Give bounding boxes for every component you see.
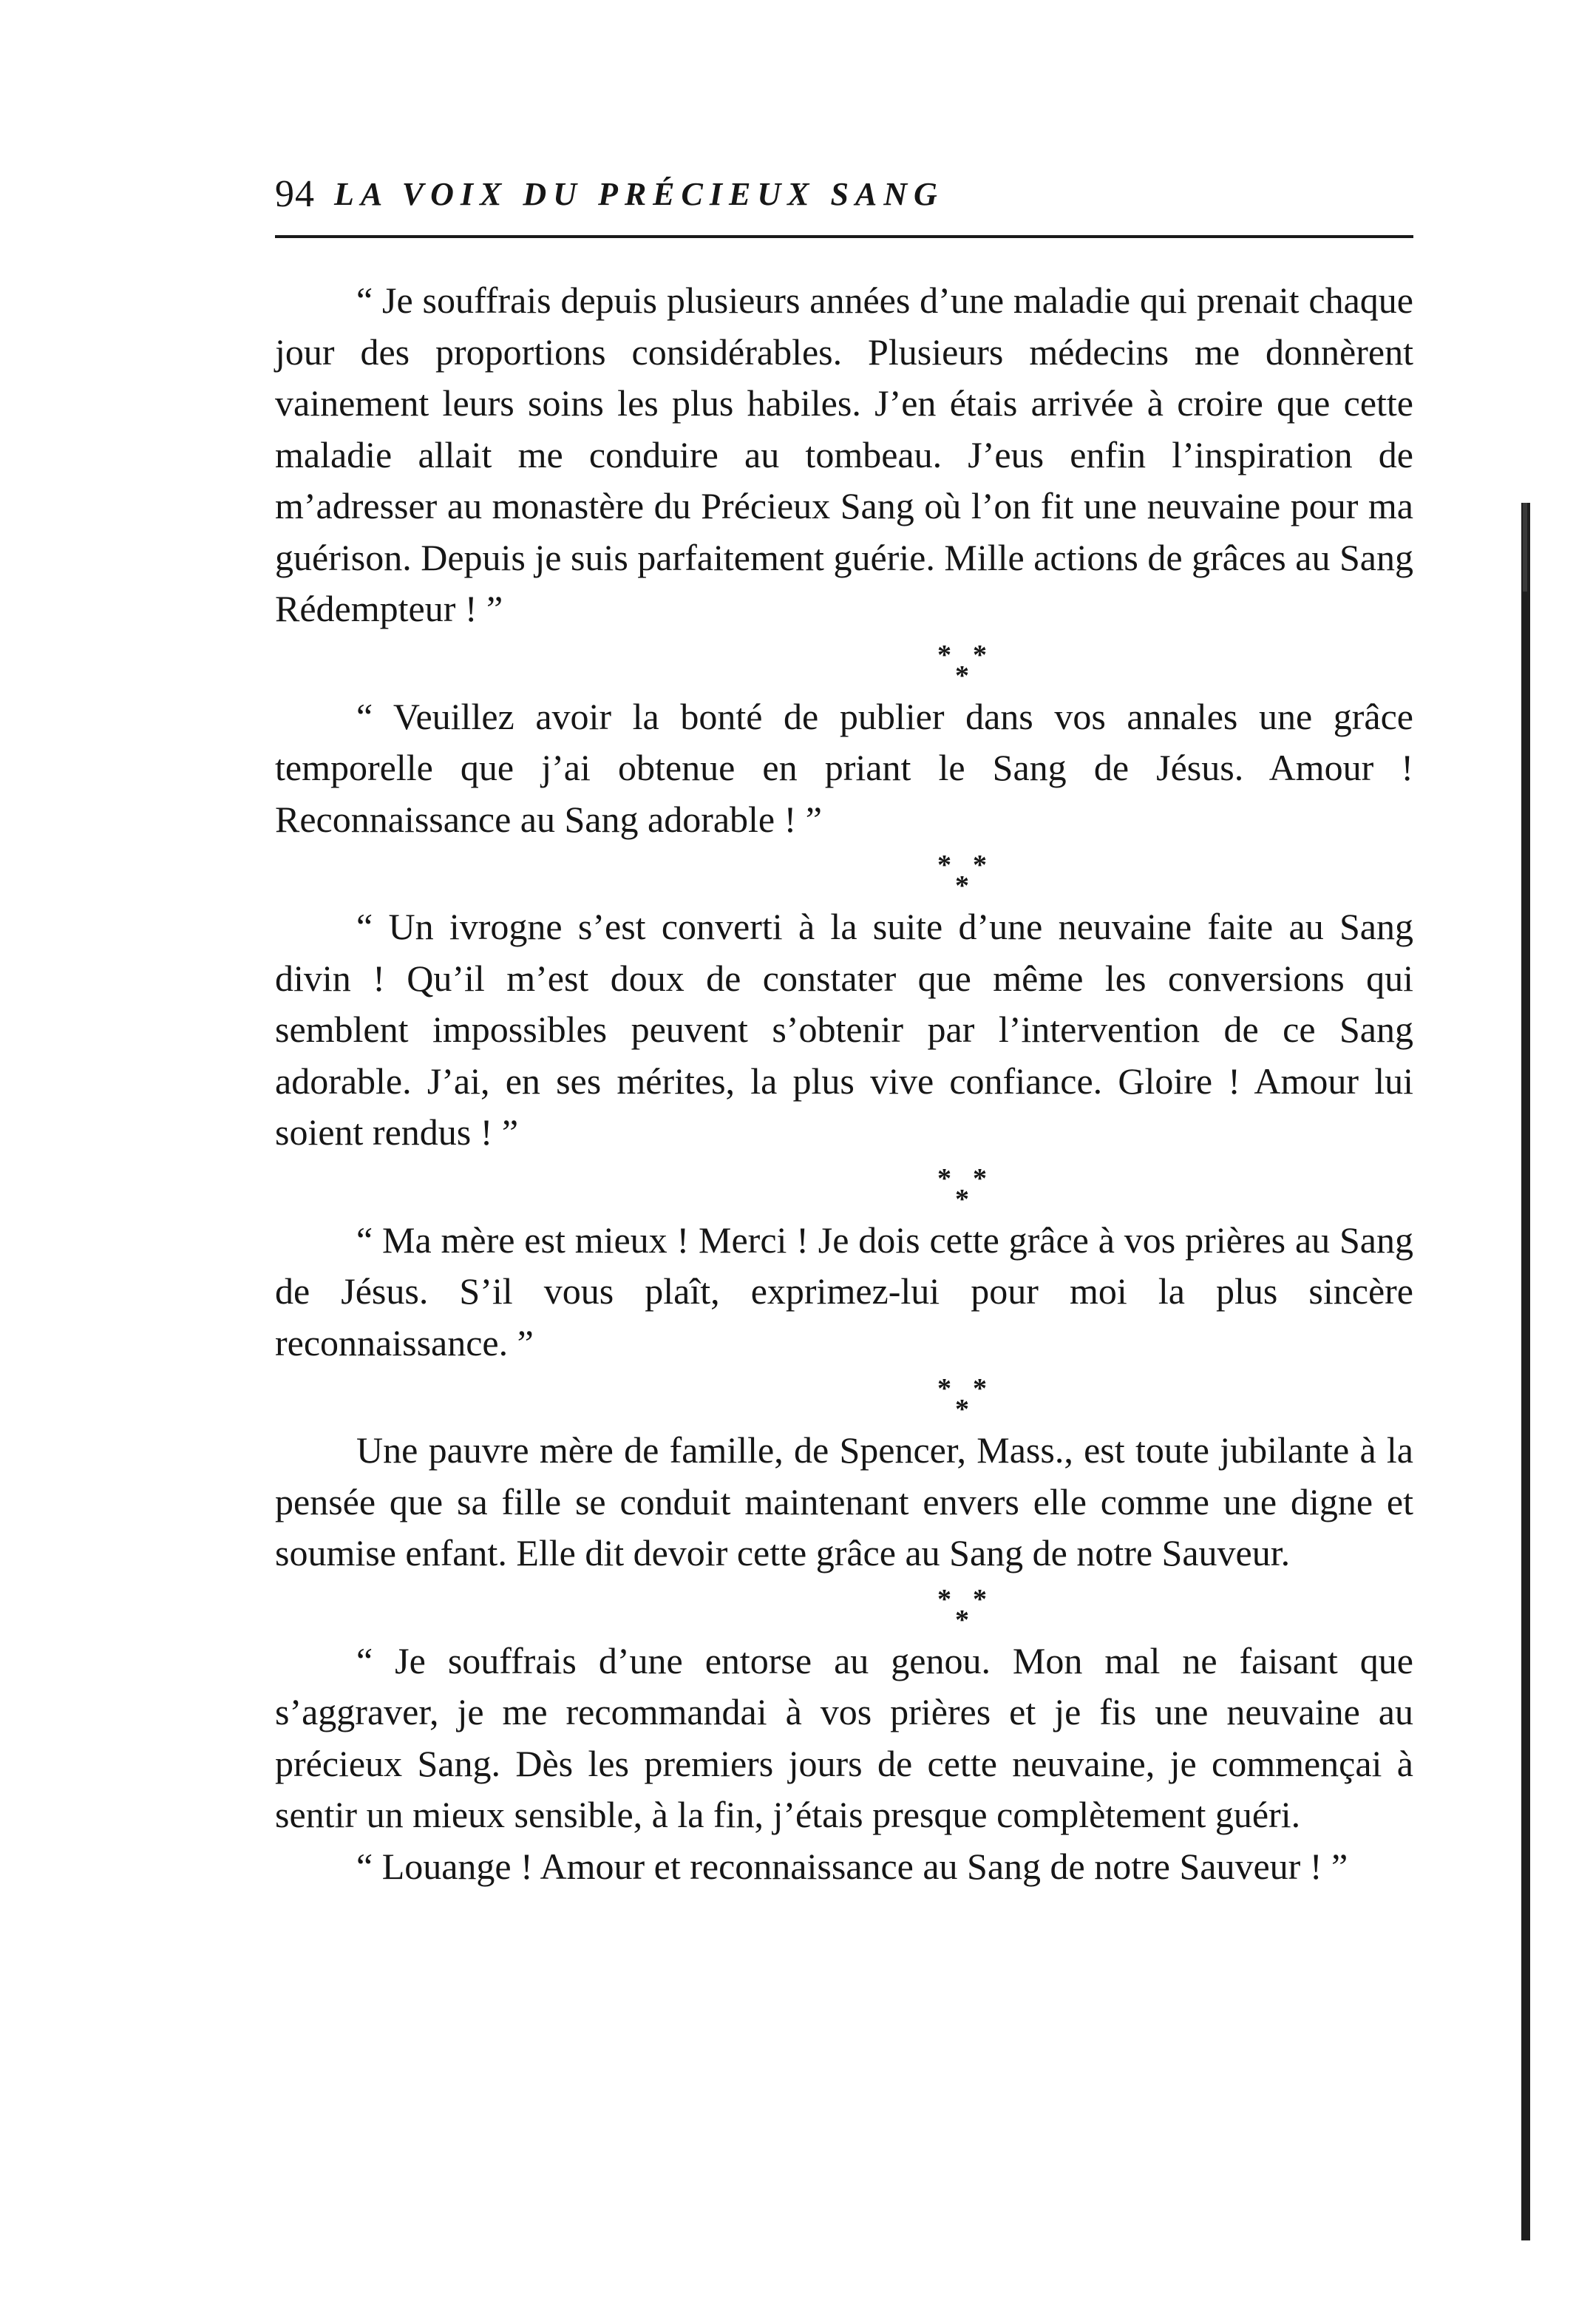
asterisk-glyph: * (955, 660, 969, 691)
asterisk-glyph: * (973, 639, 987, 671)
testimony-paragraph: “ Je souffrais depuis plusieurs années d’une maladie qui prenait chaque jour des proportions considérables. Plusieurs médecins me donnèrent vainement leurs soins les plus habiles. J’en étais arrivée à croire que cette maladie allait me conduire au tombeau. J’eus enfin l’inspiration de m’adresser au monastère du Précieux Sang où l’on fit une neuvaine pour ma guérison. Depuis je suis parfaitement guérie. Mille actions de grâces au Sang Rédempteur ! ” (275, 280, 1413, 629)
asterisk-glyph: * (937, 639, 951, 671)
asterism-separator (930, 1159, 1004, 1215)
asterisk-glyph: * (937, 1583, 951, 1615)
testimony-paragraph: “ Ma mère est mieux ! Merci ! Je dois cette grâce à vos prières au Sang de Jésus. S’il vous plaît, exprimez-lui pour moi la plus sincère reconnaissance. ” (275, 1219, 1413, 1363)
testimony-paragraph: Une pauvre mère de famille, de Spencer, Mass., est toute jubilante à la pensée que sa fille se conduit maintenant envers elle comme une digne et soumise enfant. Elle dit devoir cette grâce au Sang de notre Sauveur. (275, 1429, 1413, 1573)
testimony-paragraph: “ Un ivrogne s’est converti à la suite d’une neuvaine faite au Sang divin ! Qu’il m’est doux de constater que même les conversions qui semblent impossibles peuvent s’obtenir par l’intervention de ce Sang adorable. J’ai, en ses mérites, la plus vive confiance. Gloire ! Amour lui soient rendus ! ” (275, 906, 1413, 1153)
asterisk-glyph: * (955, 1394, 969, 1425)
testimony-paragraph: “ Je souffrais d’une entorse au genou. Mon mal ne faisant que s’aggraver, je me recommandai à vos prières et je fis une neuvaine au précieux Sang. Dès les premiers jours de cette neuvaine, je commençai à sentir un mieux sensible, à la fin, j’étais presque complètement guéri. (275, 1639, 1413, 1835)
asterisk-glyph: * (937, 850, 951, 881)
asterisk-glyph: * (973, 1373, 987, 1404)
asterisk-glyph: * (955, 870, 969, 901)
testimony-paragraph: “ Louange ! Amour et reconnaissance au Sang de notre Sauveur ! ” (356, 1845, 1348, 1887)
page-number: 94 (275, 172, 315, 215)
page-body (275, 275, 1413, 1892)
asterism-separator (930, 1369, 1004, 1425)
asterisk-glyph: * (955, 1604, 969, 1636)
running-title: LA VOIX DU PRÉCIEUX SANG (334, 175, 944, 212)
asterisk-glyph: * (973, 1162, 987, 1194)
testimony-paragraph: “ Veuillez avoir la bonté de publier dans vos annales une grâce temporelle que j’ai obtenue en priant le Sang de Jésus. Amour ! Reconnaissance au Sang adorable ! ” (275, 695, 1413, 840)
page-header (275, 164, 1413, 223)
asterisk-glyph: * (973, 1583, 987, 1615)
asterisk-glyph: * (937, 1162, 951, 1194)
scan-gutter-shadow-top (1523, 503, 1527, 592)
asterism-separator (930, 635, 1004, 691)
asterism-separator (930, 845, 1004, 901)
asterisk-glyph: * (955, 1183, 969, 1215)
asterism-separator (930, 1579, 1004, 1636)
asterisk-glyph: * (973, 850, 987, 881)
scan-gutter-shadow (1521, 503, 1530, 2240)
asterisk-glyph: * (937, 1373, 951, 1404)
header-rule (275, 235, 1413, 238)
